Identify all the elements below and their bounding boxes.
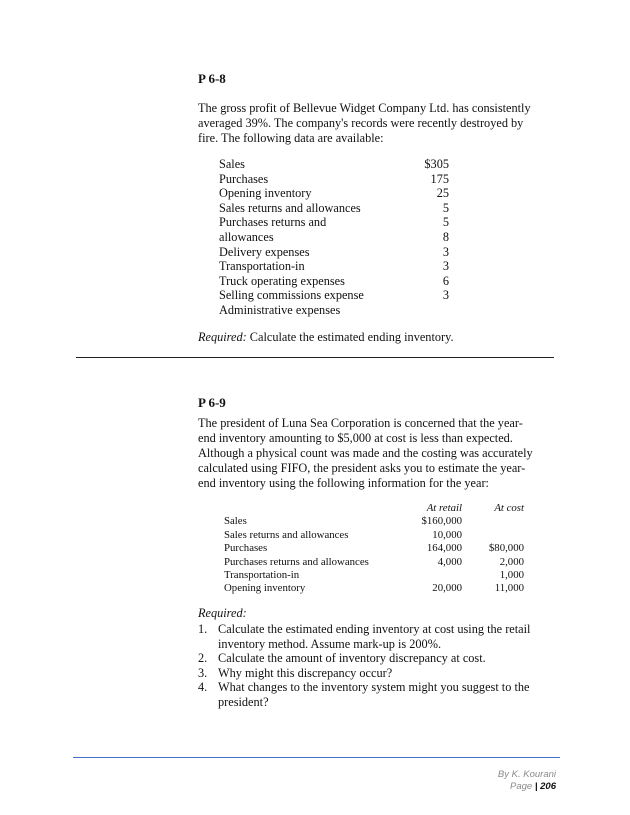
- row-label: Purchases returns and allowances: [224, 555, 369, 568]
- row-label: Truck operating expenses: [219, 273, 345, 288]
- page-label: Page: [510, 781, 533, 792]
- row-label: Sales returns and allowances: [219, 200, 361, 215]
- list-item: [198, 622, 558, 651]
- data-table-p6-8: [219, 157, 449, 318]
- row-label: Transportation-in: [224, 568, 300, 581]
- table-row: [219, 230, 449, 245]
- intro-line: The president of Luna Sea Corporation is concerned that the year-: [198, 416, 523, 430]
- table-row: [219, 157, 449, 172]
- question-number: 2.: [198, 651, 208, 666]
- row-amount: $305: [424, 157, 449, 171]
- table-row: [224, 569, 524, 582]
- row-amount: 175: [430, 171, 449, 186]
- intro-line: end inventory amounting to $5,000 at cost is less than expected.: [198, 431, 513, 445]
- retail-value: 10,000: [432, 528, 462, 541]
- required-label: Required:: [198, 606, 247, 620]
- question-line: inventory method. Assume mark-up is 200%.: [218, 636, 442, 651]
- row-amount: 25: [436, 186, 449, 201]
- table-header-row: [224, 502, 524, 515]
- row-amount: 8: [442, 229, 449, 244]
- column-header-retail: At retail: [426, 502, 462, 514]
- row-label: Sales returns and allowances: [224, 528, 349, 541]
- intro-line: end inventory using the following information for the year:: [198, 476, 489, 490]
- row-label: Sales: [219, 157, 245, 171]
- row-label: Sales: [224, 515, 247, 528]
- retail-value: 4,000: [437, 555, 462, 568]
- table-row: [224, 582, 524, 595]
- table-row: [219, 288, 449, 303]
- footer-page: [498, 781, 556, 793]
- question-list: [198, 622, 558, 710]
- row-amount: 5: [442, 215, 449, 230]
- question-line: Calculate the estimated ending inventory at cost using the retail: [218, 622, 531, 636]
- row-label: Purchases: [224, 542, 268, 555]
- question-line: Calculate the amount of inventory discrepancy at cost.: [218, 651, 486, 666]
- question-line: What changes to the inventory system might you suggest to the: [218, 680, 530, 695]
- table-row: [219, 245, 449, 260]
- row-amount: 3: [442, 259, 449, 274]
- problem-intro-p6-8: [198, 101, 558, 146]
- row-label: Administrative expenses: [219, 302, 341, 317]
- table-row: [224, 515, 524, 528]
- row-label: Transportation-in: [219, 259, 305, 274]
- question-number: 4.: [198, 680, 208, 695]
- row-amount: 5: [442, 200, 449, 215]
- list-item: [198, 680, 558, 709]
- intro-line: fire. The following data are available:: [198, 131, 384, 145]
- retail-value: 164,000: [426, 542, 462, 555]
- cost-value: 1,000: [499, 568, 524, 581]
- intro-line: Although a physical count was made and the costing was accurately: [198, 446, 533, 460]
- required-text: Calculate the estimated ending inventory.: [246, 330, 454, 344]
- problem-heading-p6-9: P 6-9: [198, 395, 226, 410]
- intro-line: calculated using FIFO, the president asks you to estimate the year-: [198, 461, 526, 475]
- problem-heading-p6-8: P 6-8: [198, 71, 226, 86]
- list-item: [198, 651, 558, 666]
- cost-value: 11,000: [494, 582, 524, 595]
- required-p6-8: [198, 330, 454, 345]
- table-row: [219, 303, 449, 318]
- table-row: [219, 215, 449, 230]
- question-line: Why might this discrepancy occur?: [218, 665, 393, 680]
- row-amount: 3: [442, 244, 449, 259]
- table-row: [224, 542, 524, 555]
- row-amount: 6: [442, 273, 449, 288]
- problem-intro-p6-9: [198, 416, 558, 491]
- table-row: [224, 529, 524, 542]
- table-row: [219, 186, 449, 201]
- intro-line: The gross profit of Bellevue Widget Company Ltd. has consistently: [198, 101, 531, 115]
- row-label: Purchases: [219, 171, 269, 186]
- row-label: Opening inventory: [219, 186, 312, 201]
- intro-line: averaged 39%. The company's records were recently destroyed by: [198, 116, 524, 130]
- question-number: 3.: [198, 665, 208, 680]
- cost-value: 2,000: [499, 555, 524, 568]
- footer-author: By K. Kourani: [497, 769, 556, 780]
- footer-divider: [73, 757, 560, 758]
- page-separator: |: [532, 781, 541, 792]
- data-table-p6-9: [224, 502, 524, 596]
- page-footer: [498, 769, 556, 793]
- row-amount: 3: [442, 288, 449, 303]
- row-label: Opening inventory: [224, 582, 306, 595]
- table-row: [219, 201, 449, 216]
- page-number: 206: [540, 781, 556, 792]
- cost-value: $80,000: [488, 542, 524, 555]
- row-label: Delivery expenses: [219, 244, 310, 259]
- row-label: Selling commissions expense: [219, 288, 364, 303]
- question-line: president?: [218, 694, 269, 709]
- list-item: [198, 666, 558, 681]
- retail-value: 20,000: [432, 582, 462, 595]
- retail-value: $160,000: [421, 515, 462, 528]
- required-p6-9: [198, 606, 247, 621]
- table-row: [219, 274, 449, 289]
- row-label: allowances: [219, 229, 274, 244]
- question-number: 1.: [198, 622, 208, 636]
- section-divider: [76, 357, 554, 358]
- row-label: Purchases returns and: [219, 215, 327, 230]
- column-header-cost: At cost: [494, 502, 524, 514]
- table-row: [219, 172, 449, 187]
- table-row: [219, 259, 449, 274]
- table-row: [224, 556, 524, 569]
- required-label: Required:: [198, 330, 247, 344]
